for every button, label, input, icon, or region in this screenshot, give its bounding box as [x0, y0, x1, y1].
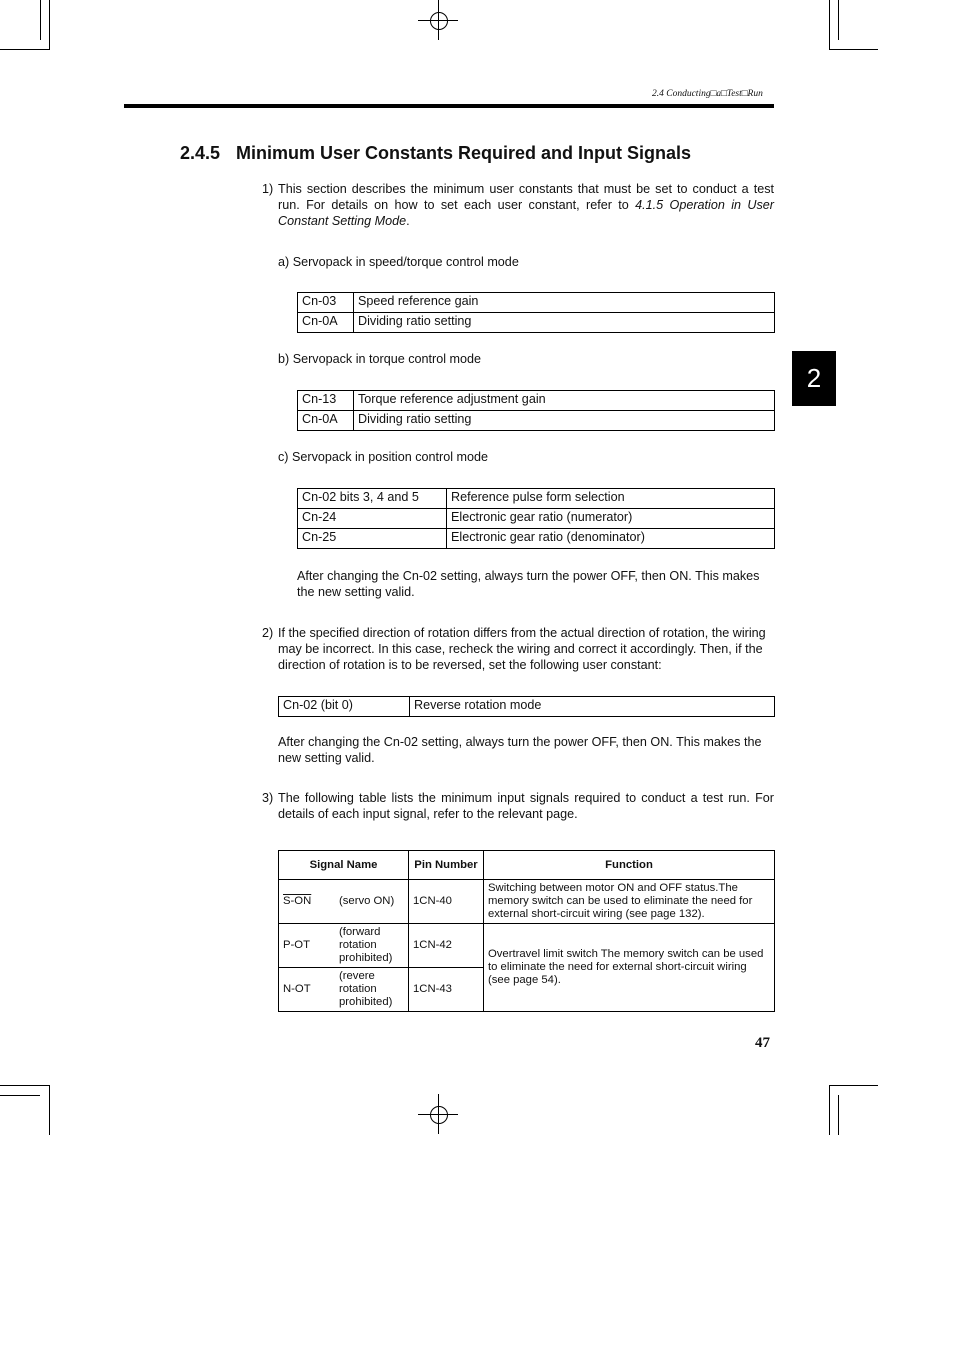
table-row: Cn-25 Electronic gear ratio (denominator): [298, 529, 775, 549]
item-2-text: If the specified direction of rotation differs from the actual direction of rotation, the wiring may be incorrect. In this case, recheck the wiring and correct it accordingly. Then, if the direction of rotation is to be reversed, set the following user constant:: [278, 626, 766, 673]
col-pin-number: Pin Number: [409, 851, 484, 880]
item-3: [262, 790, 774, 822]
item-1-text: This section describes the minimum user constants that must be set to conduct a test run. For details on how to set each user constant, refer to: [278, 182, 774, 213]
registration-mark-top-v: [438, 0, 439, 40]
constants-table-a: [297, 292, 775, 333]
page-number: 47: [755, 1035, 770, 1051]
crop-mark-bl-h2: [0, 1095, 40, 1096]
running-header: 2.4 Conducting□a□Test□Run: [652, 89, 763, 99]
item-1: 1) This section describes the minimum user constants that must be set to conduct a test run. For details on how to set each user constant, refer to 4.1.5 Operation in User Constant Setting Mode.: [262, 182, 774, 229]
constants-table-b: [297, 390, 775, 431]
signal-desc: (servo ON): [339, 895, 395, 907]
crop-mark-br-h: [829, 1085, 878, 1086]
section-title: Minimum User Constants Required and Input Signals: [236, 143, 692, 163]
pin-number: 1CN-40: [409, 880, 484, 924]
header-rule: [124, 104, 774, 108]
chapter-tab: 2: [792, 351, 836, 406]
item-2-marker: 2): [262, 626, 274, 640]
subitem-b-label: b) Servopack in torque control mode: [278, 352, 482, 366]
table-row: Cn-02 (bit 0) Reverse rotation mode: [279, 697, 775, 717]
col-function: Function: [484, 851, 775, 880]
registration-mark-top: [430, 12, 448, 30]
table-row: Cn-24 Electronic gear ratio (numerator): [298, 509, 775, 529]
function-text: Overtravel limit switch The memory switch can be used to eliminate the need for external short-circuit wiring (see page 54).: [484, 924, 775, 1012]
registration-mark-bottom: [430, 1106, 448, 1124]
table-row: Cn-03 Speed reference gain: [298, 293, 775, 313]
pin-number: 1CN-42: [409, 924, 484, 968]
signal-code: N-OT: [283, 983, 311, 995]
item-3-marker: 3): [262, 791, 274, 805]
crop-mark-tl-h: [0, 49, 50, 50]
table-header-row: [279, 851, 775, 880]
signal-table: [278, 850, 775, 1012]
note-2: After changing the Cn-02 setting, always turn the power OFF, then ON. This makes the new setting valid.: [278, 735, 762, 766]
item-1-reference: 4.1.5 Operation in User Constant Setting Mode: [278, 198, 774, 229]
pin-number: 1CN-43: [409, 968, 484, 1012]
crop-mark-tr-v2: [838, 0, 839, 40]
subitem-a-label: a) Servopack in speed/torque control mode: [278, 255, 519, 269]
signal-code: S-ON: [283, 895, 312, 907]
crop-mark-bl-v: [49, 1085, 50, 1135]
signal-code: P-OT: [283, 939, 310, 951]
constants-table-c: [297, 488, 775, 549]
crop-mark-tr-v: [829, 0, 830, 50]
item-1-marker: 1): [262, 182, 274, 196]
table-row: Cn-0A Dividing ratio setting: [298, 411, 775, 431]
item-2: [262, 625, 775, 674]
table-row: Cn-13 Torque reference adjustment gain: [298, 391, 775, 411]
constants-table-2: [278, 696, 775, 717]
function-text: Switching between motor ON and OFF status.The memory switch can be used to eliminate the need for external short-circuit wiring (see page 132).: [484, 880, 775, 924]
crop-mark-tr-h: [829, 49, 878, 50]
table-row: [279, 880, 775, 924]
table-row: [279, 924, 775, 968]
table-row: Cn-0A Dividing ratio setting: [298, 313, 775, 333]
crop-mark-tl-v2: [40, 0, 41, 40]
crop-mark-tl-v: [49, 0, 50, 50]
note-c: After changing the Cn-02 setting, always turn the power OFF, then ON. This makes the new setting valid.: [297, 569, 760, 600]
subitem-c-label: c) Servopack in position control mode: [278, 450, 488, 464]
signal-desc: (revere rotation prohibited): [339, 970, 393, 1008]
registration-mark-bottom-v: [438, 1094, 439, 1134]
section-number: 2.4.5: [180, 143, 221, 163]
crop-mark-bl-h: [0, 1085, 50, 1086]
signal-desc: (forward rotation prohibited): [339, 926, 393, 964]
section-heading: [180, 143, 691, 164]
crop-mark-br-v: [829, 1085, 830, 1135]
crop-mark-br-v2: [838, 1095, 839, 1135]
col-signal-name: Signal Name: [279, 851, 409, 880]
table-row: Cn-02 bits 3, 4 and 5 Reference pulse form selection: [298, 489, 775, 509]
item-3-text: The following table lists the minimum input signals required to conduct a test run. For details of each input signal, refer to the relevant page.: [278, 791, 774, 822]
